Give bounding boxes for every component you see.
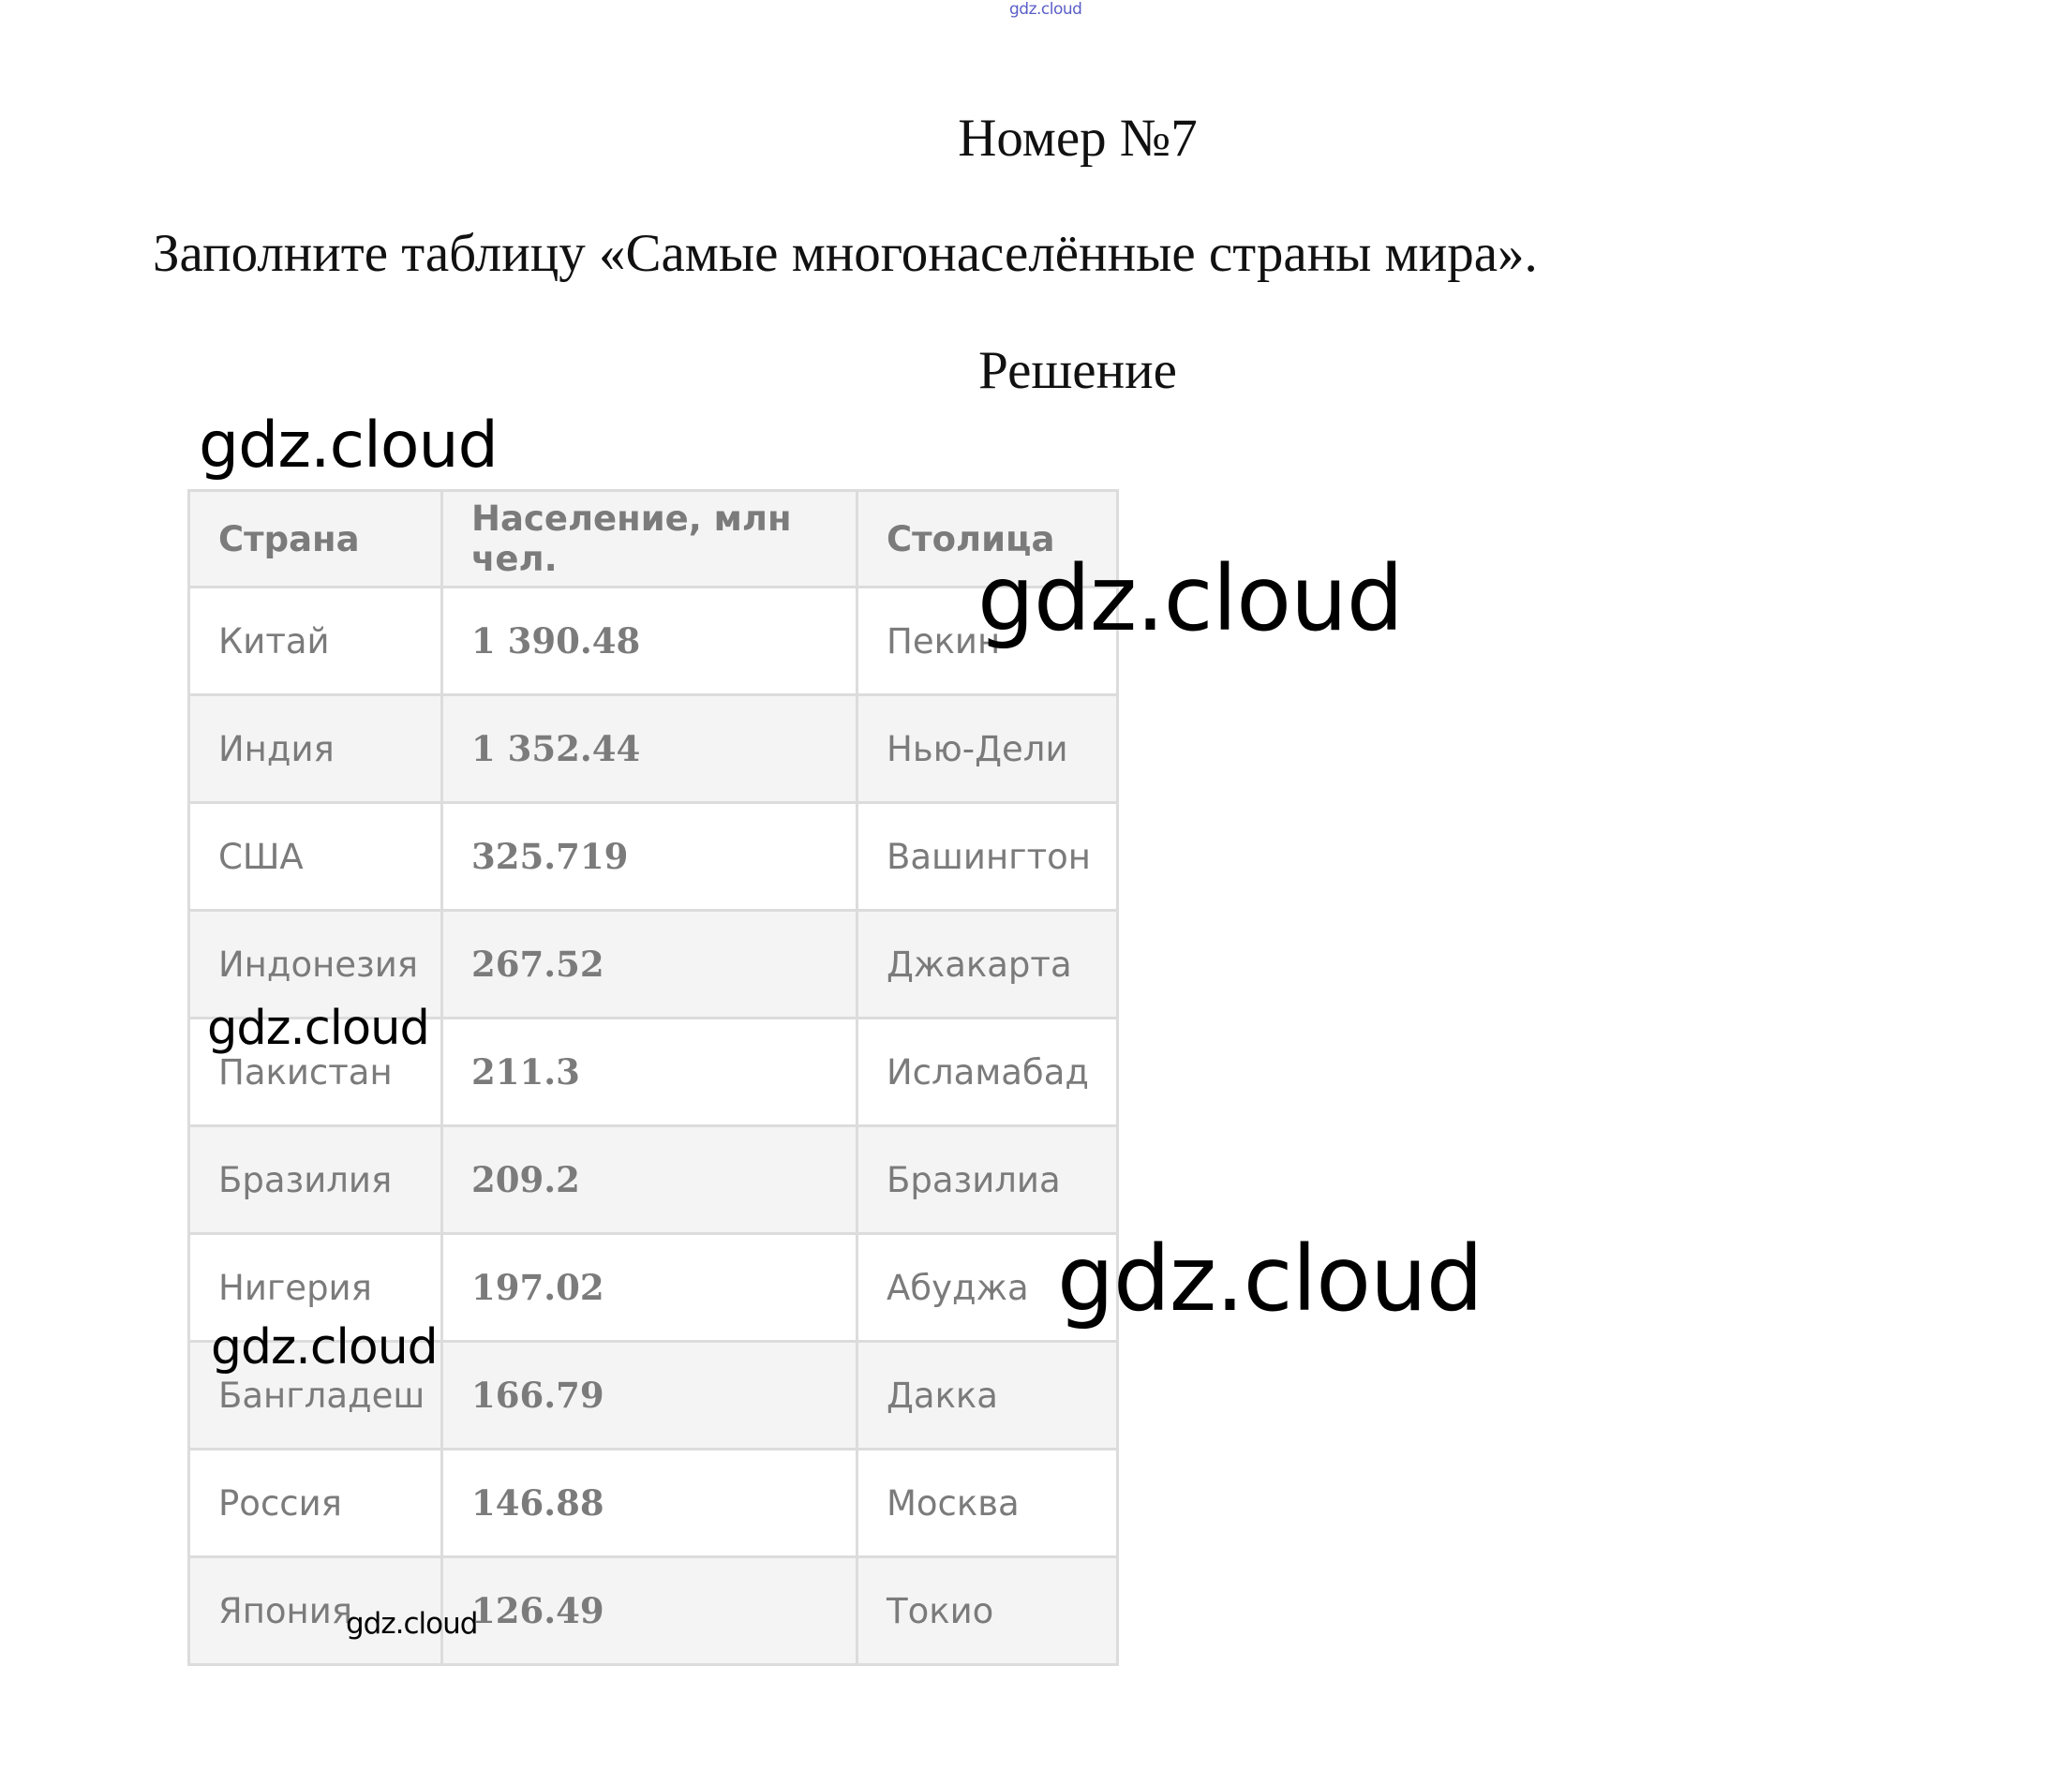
table-row xyxy=(189,1557,1118,1665)
task-text: Заполните таблицу «Самые многонаселённые страны мира». xyxy=(153,224,1538,283)
header-capital: Столица xyxy=(857,491,1118,588)
cell-country: Россия xyxy=(189,1450,442,1557)
cell-country: Бразилия xyxy=(189,1126,442,1234)
cell-population: 1 390.48 xyxy=(442,588,857,695)
top-watermark: gdz.cloud xyxy=(1009,0,1082,19)
cell-population: 197.02 xyxy=(442,1234,857,1342)
cell-population: 267.52 xyxy=(442,911,857,1019)
watermark: gdz.cloud xyxy=(207,1001,429,1056)
cell-capital: Джакарта xyxy=(857,911,1118,1019)
cell-country: Нигерия xyxy=(189,1234,442,1342)
table-row xyxy=(189,695,1118,803)
cell-country: Пакистан xyxy=(189,1019,442,1126)
cell-population: 1 352.44 xyxy=(442,695,857,803)
cell-capital: Москва xyxy=(857,1450,1118,1557)
cell-capital: Исламабад xyxy=(857,1019,1118,1126)
cell-country: Индия xyxy=(189,695,442,803)
cell-population: 325.719 xyxy=(442,803,857,911)
solution-label: Решение xyxy=(978,341,1177,400)
watermark: gdz.cloud xyxy=(1057,1227,1483,1331)
cell-country: Япония xyxy=(189,1557,442,1665)
page-title: Номер №7 xyxy=(958,109,1198,168)
cell-country: Бангладеш xyxy=(189,1342,442,1450)
cell-population: 209.2 xyxy=(442,1126,857,1234)
header-population: Население, млн чел. xyxy=(442,491,857,588)
cell-population: 166.79 xyxy=(442,1342,857,1450)
cell-capital: Вашингтон xyxy=(857,803,1118,911)
table-row xyxy=(189,803,1118,911)
cell-capital: Бразилиа xyxy=(857,1126,1118,1234)
cell-population: 126.49 xyxy=(442,1557,857,1665)
table-row xyxy=(189,1450,1118,1557)
cell-capital: Нью-Дели xyxy=(857,695,1118,803)
watermark: gdz.cloud xyxy=(346,1607,478,1641)
cell-capital: Дакка xyxy=(857,1342,1118,1450)
cell-population: 211.3 xyxy=(442,1019,857,1126)
cell-population: 146.88 xyxy=(442,1450,857,1557)
cell-capital: Пекин xyxy=(857,588,1118,695)
watermark: gdz.cloud xyxy=(199,409,498,483)
cell-capital: Абуджа xyxy=(857,1234,1118,1342)
watermark: gdz.cloud xyxy=(211,1319,438,1376)
watermark: gdz.cloud xyxy=(977,546,1403,651)
table-row xyxy=(189,1126,1118,1234)
cell-country: Китай xyxy=(189,588,442,695)
cell-capital: Токио xyxy=(857,1557,1118,1665)
cell-country: Индонезия xyxy=(189,911,442,1019)
population-table xyxy=(187,489,1119,1666)
header-country: Страна xyxy=(189,491,442,588)
cell-country: США xyxy=(189,803,442,911)
